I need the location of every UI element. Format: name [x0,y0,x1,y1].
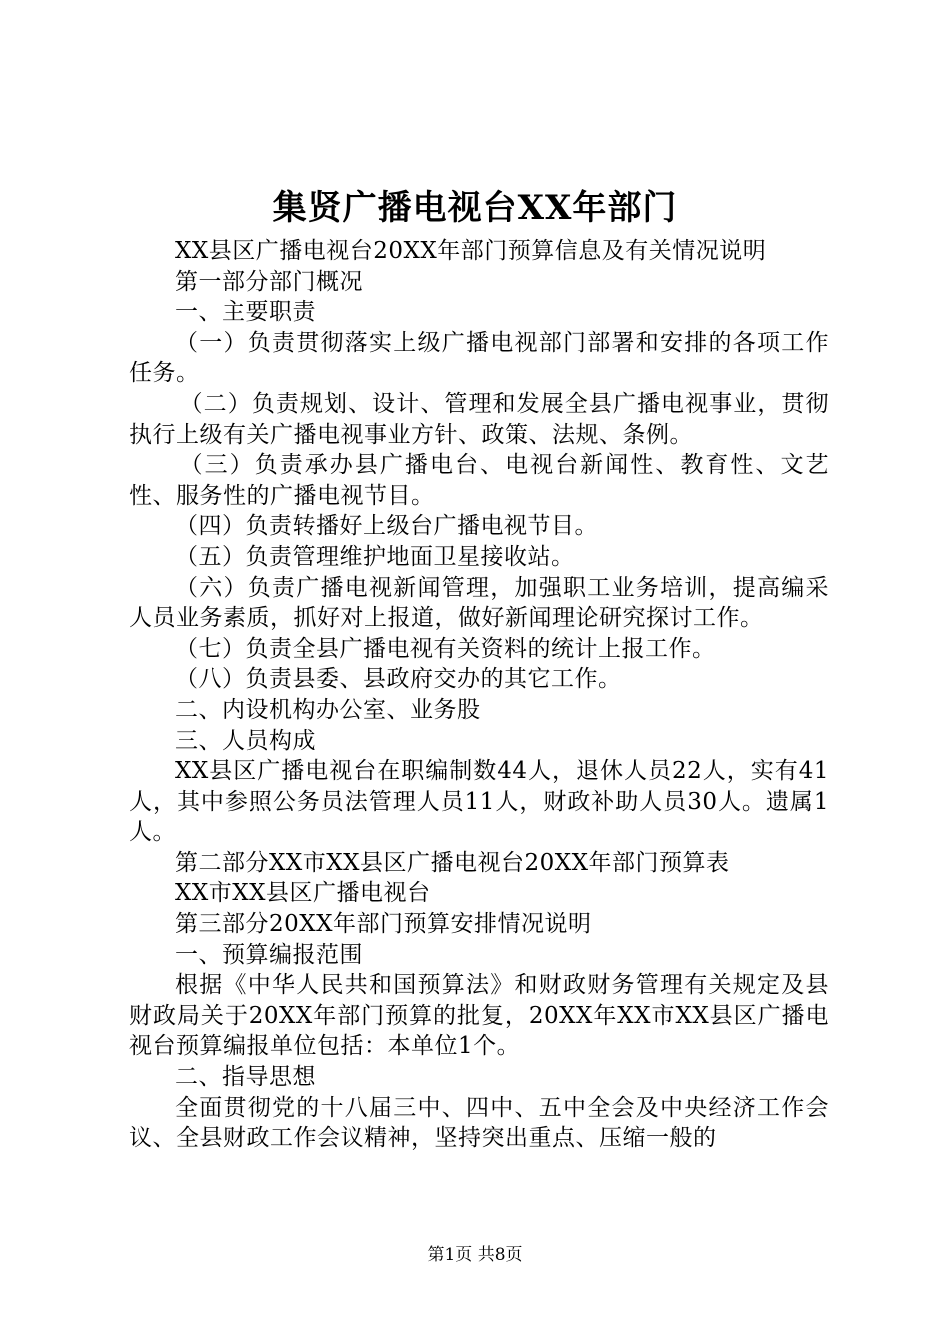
paragraph: （二）负责规划、设计、管理和发展全县广播电视事业，贯彻执行上级有关广播电视事业方针、政策、法规、条例。 [129,390,829,448]
paragraph: （七）负责全县广播电视有关资料的统计上报工作。 [175,635,716,662]
paragraph: （四）负责转播好上级台广播电视节目。 [175,513,598,540]
paragraph: （五）负责管理维护地面卫星接收站。 [175,543,575,570]
paragraph: 一、主要职责 [175,299,316,326]
paragraph: 三、人员构成 [175,727,316,754]
document-body [129,236,829,1154]
paragraph: 第一部分部门概况 [175,268,363,295]
paragraph: 一、预算编报范围 [175,941,363,968]
paragraph: 第三部分20XX年部门预算安排情况说明 [175,911,592,938]
paragraph: 全面贯彻党的十八届三中、四中、五中全会及中央经济工作会议、全县财政工作会议精神，坚持突出重点、压缩一般的 [129,1094,829,1152]
paragraph: XX县区广播电视台20XX年部门预算信息及有关情况说明 [175,238,767,264]
paragraph: XX市XX县区广播电视台 [175,880,431,907]
paragraph: 二、指导思想 [175,1064,316,1091]
paragraph: （一）负责贯彻落实上级广播电视部门部署和安排的各项工作任务。 [129,329,829,387]
paragraph: （六）负责广播电视新闻管理，加强职工业务培训，提高编采人员业务素质，抓好对上报道，做好新闻理论研究探讨工作。 [129,574,829,632]
paragraph: 根据《中华人民共和国预算法》和财政财务管理有关规定及县财政局关于20XX年部门预算的批复，20XX年XX市XX县区广播电视台预算编报单位包括：本单位1个。 [129,972,829,1060]
paragraph: 第二部分XX市XX县区广播电视台20XX年部门预算表 [175,849,730,876]
paragraph: （三）负责承办县广播电台、电视台新闻性、教育性、文艺性、服务性的广播电视节目。 [129,452,829,509]
paragraph: （八）负责县委、县政府交办的其它工作。 [175,666,622,693]
page-number-footer: 第1页 共8页 [427,1245,523,1265]
paragraph: XX县区广播电视台在职编制数44人，退休人员22人，实有41人，其中参照公务员法管理人员11人，财政补助人员30人。遗属1人。 [129,758,829,846]
document-title: 集贤广播电视台XX年部门 [272,188,678,228]
paragraph: 二、内设机构办公室、业务股 [175,696,481,723]
